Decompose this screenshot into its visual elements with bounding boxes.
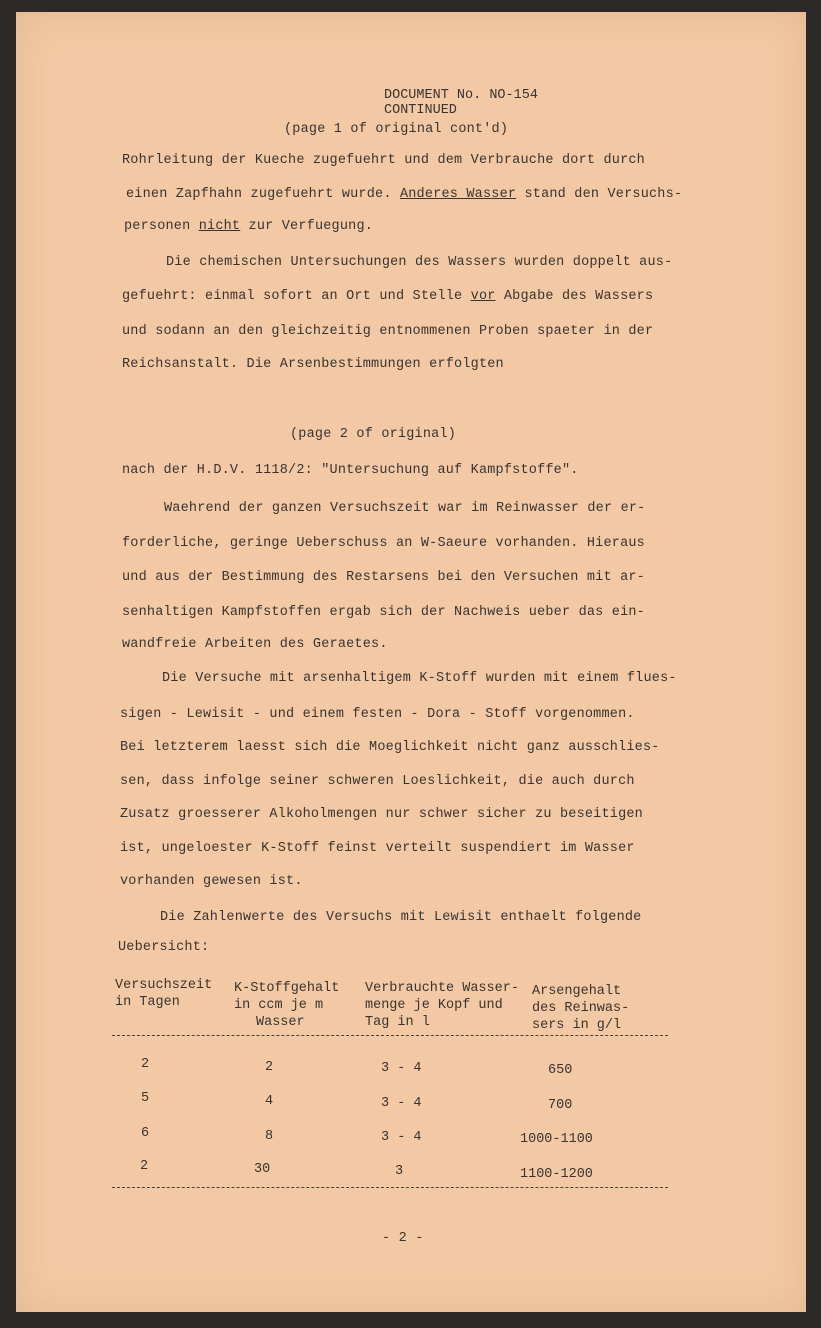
para5-line1: Die Versuche mit arsenhaltigem K-Stoff wurden mit einem flues-: [162, 671, 677, 686]
para5-line7: vorhanden gewesen ist.: [120, 874, 303, 889]
para4-line4: senhaltigen Kampfstoffen ergab sich der Nachweis ueber das ein-: [122, 605, 645, 620]
table-cell: 1100-1200: [520, 1167, 593, 1182]
table-header-k-stoffgehalt: K-Stoffgehalt in ccm je m Wasser: [234, 981, 340, 1030]
para5-line2: sigen - Lewisit - und einem festen - Dora - Stoff vorgenommen.: [120, 707, 635, 722]
para6-line2: Uebersicht:: [118, 940, 210, 955]
table-cell: 8: [265, 1129, 274, 1144]
table-cell: 2: [265, 1060, 274, 1075]
para5-line5: Zusatz groesserer Alkoholmengen nur schwer sicher zu beseitigen: [120, 807, 643, 822]
para2-line4: Reichsanstalt. Die Arsenbestimmungen erfolgten: [122, 357, 504, 372]
para2-line1: Die chemischen Untersuchungen des Wassers wurden doppelt aus-: [166, 255, 673, 270]
para1-line2: einen Zapfhahn zugefuehrt wurde. Anderes Wasser stand den Versuchs-: [126, 187, 683, 202]
para5-line3: Bei letzterem laesst sich die Moeglichkeit nicht ganz ausschlies-: [120, 740, 660, 755]
underline-nicht: nicht: [198, 219, 241, 234]
table-cell: 4: [265, 1094, 274, 1109]
para6-line1: Die Zahlenwerte des Versuchs mit Lewisit enthaelt folgende: [160, 910, 642, 925]
table-bottom-rule: [112, 1187, 668, 1188]
table-cell: 700: [548, 1098, 573, 1113]
table-header-versuchszeit: Versuchszeit in Tagen: [115, 978, 213, 1010]
underline-vor: vor: [470, 289, 496, 304]
underline-anderes-wasser: Anderes Wasser: [399, 187, 517, 202]
para2-line2: gefuehrt: einmal sofort an Ort und Stelle vor Abgabe des Wassers: [122, 289, 654, 304]
table-cell: 650: [548, 1063, 573, 1078]
table-cell: 3 - 4: [381, 1130, 422, 1145]
para1-line1: Rohrleitung der Kueche zugefuehrt und dem Verbrauche dort durch: [122, 153, 645, 168]
table-cell: 3: [395, 1164, 404, 1179]
table-cell: 30: [254, 1162, 271, 1177]
para4-line3: und aus der Bestimmung des Restarsens bei den Versuchen mit ar-: [122, 570, 645, 585]
para4-line1: Waehrend der ganzen Versuchszeit war im Reinwasser der er-: [164, 501, 646, 516]
table-cell: 1000-1100: [520, 1132, 593, 1147]
table-cell: 3 - 4: [381, 1096, 422, 1111]
table-header-arsengehalt: Arsengehalt des Reinwas- sers in g/l: [532, 984, 630, 1033]
table-cell: 5: [141, 1091, 150, 1106]
table-cell: 2: [141, 1057, 150, 1072]
para5-line6: ist, ungeloester K-Stoff feinst verteilt suspendiert im Wasser: [120, 841, 635, 856]
page-number: - 2 -: [382, 1231, 424, 1246]
para2-line3: und sodann an den gleichzeitig entnommenen Proben spaeter in der: [122, 324, 654, 339]
page-note-1: (page 1 of original cont'd): [284, 122, 509, 137]
para4-line5: wandfreie Arbeiten des Geraetes.: [122, 637, 388, 652]
table-header-verbrauchte-wassermenge: Verbrauchte Wasser- menge je Kopf und Tag in l: [365, 981, 519, 1030]
para5-line4: sen, dass infolge seiner schweren Loeslichkeit, die auch durch: [120, 774, 635, 789]
para1-line3: personen nicht zur Verfuegung.: [124, 219, 374, 234]
document-number: DOCUMENT No. NO-154: [384, 88, 538, 103]
continued-label: CONTINUED: [384, 103, 457, 118]
para3-line: nach der H.D.V. 1118/2: "Untersuchung auf Kampfstoffe".: [122, 463, 579, 478]
document-page: [16, 12, 806, 1312]
table-cell: 3 - 4: [381, 1061, 422, 1076]
table-cell: 2: [140, 1159, 149, 1174]
para4-line2: forderliche, geringe Ueberschuss an W-Saeure vorhanden. Hieraus: [122, 536, 645, 551]
page-note-2: (page 2 of original): [290, 427, 457, 442]
table-header-rule: [112, 1035, 668, 1036]
table-cell: 6: [141, 1126, 150, 1141]
